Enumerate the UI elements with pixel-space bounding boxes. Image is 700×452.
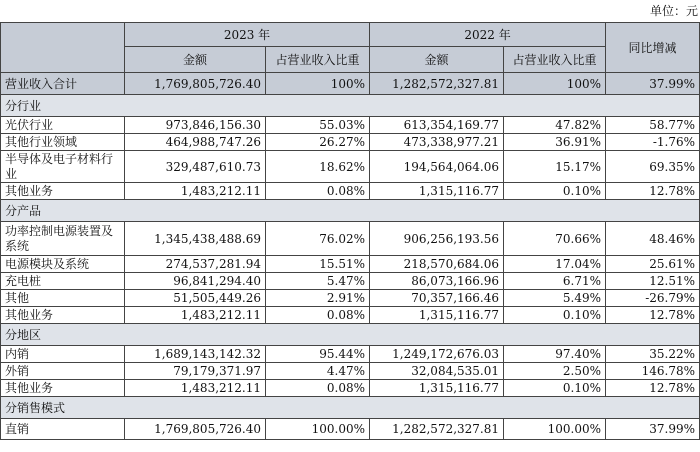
row-label: 外销 bbox=[1, 363, 125, 380]
cell-amt2022: 218,570,684.06 bbox=[370, 256, 504, 273]
row-label: 其他业务 bbox=[1, 307, 125, 324]
section-title: 分地区 bbox=[1, 324, 700, 346]
cell-yoy: 25.61% bbox=[606, 256, 700, 273]
row-label: 功率控制电源装置及系统 bbox=[1, 222, 125, 256]
cell-pct2023: 0.08% bbox=[266, 183, 370, 200]
table-row bbox=[1, 222, 700, 256]
cell-amt2022: 1,282,572,327.81 bbox=[370, 419, 504, 440]
cell-pct2022: 97.40% bbox=[504, 346, 606, 363]
cell-pct2023: 95.44% bbox=[266, 346, 370, 363]
cell-amt2023: 79,179,371.97 bbox=[125, 363, 266, 380]
cell-pct2022: 36.91% bbox=[504, 134, 606, 151]
table-row bbox=[1, 290, 700, 307]
header-yoy: 同比增减 bbox=[606, 23, 700, 73]
table-row bbox=[1, 117, 700, 134]
header-amount-2022: 金额 bbox=[370, 47, 504, 73]
cell-yoy: 48.46% bbox=[606, 222, 700, 256]
cell-yoy: 69.35% bbox=[606, 151, 700, 183]
row-label: 其他业务 bbox=[1, 183, 125, 200]
row-label: 光伏行业 bbox=[1, 117, 125, 134]
cell-yoy: 35.22% bbox=[606, 346, 700, 363]
cell-amt2023: 96,841,294.40 bbox=[125, 273, 266, 290]
cell-pct2022: 15.17% bbox=[504, 151, 606, 183]
section-title: 分销售模式 bbox=[1, 397, 700, 419]
cell-amt2022: 1,315,116.77 bbox=[370, 307, 504, 324]
table-row bbox=[1, 151, 700, 183]
table-row bbox=[1, 419, 700, 440]
header-label-cell bbox=[1, 23, 125, 73]
section-header-row bbox=[1, 324, 700, 346]
header-year-2023: 2023 年 bbox=[125, 23, 370, 47]
cell-pct2023: 0.08% bbox=[266, 380, 370, 397]
cell-amt2023: 973,846,156.30 bbox=[125, 117, 266, 134]
cell-pct2023: 76.02% bbox=[266, 222, 370, 256]
cell-amt2023: 1,483,212.11 bbox=[125, 307, 266, 324]
cell-amt2023: 1,483,212.11 bbox=[125, 380, 266, 397]
table-row bbox=[1, 363, 700, 380]
cell-pct2023: 55.03% bbox=[266, 117, 370, 134]
table-row bbox=[1, 380, 700, 397]
cell-yoy: 37.99% bbox=[606, 419, 700, 440]
cell-amt2022: 70,357,166.46 bbox=[370, 290, 504, 307]
cell-pct2022: 100.00% bbox=[504, 419, 606, 440]
cell-amt2022: 613,354,169.77 bbox=[370, 117, 504, 134]
unit-label: 单位：元 bbox=[649, 4, 698, 18]
cell-amt2023: 51,505,449.26 bbox=[125, 290, 266, 307]
cell-pct2022: 0.10% bbox=[504, 183, 606, 200]
cell-amt2023: 1,689,143,142.32 bbox=[125, 346, 266, 363]
revenue-table bbox=[0, 22, 700, 440]
cell-amt2022: 1,249,172,676.03 bbox=[370, 346, 504, 363]
cell-yoy: 12.78% bbox=[606, 307, 700, 324]
row-label: 充电桩 bbox=[1, 273, 125, 290]
cell-yoy: 12.78% bbox=[606, 183, 700, 200]
cell-yoy: -26.79% bbox=[606, 290, 700, 307]
cell-pct2022: 0.10% bbox=[504, 307, 606, 324]
cell-pct2022: 47.82% bbox=[504, 117, 606, 134]
cell-pct2023: 26.27% bbox=[266, 134, 370, 151]
row-label: 直销 bbox=[1, 419, 125, 440]
cell-pct2022: 5.49% bbox=[504, 290, 606, 307]
cell-amt2022: 906,256,193.56 bbox=[370, 222, 504, 256]
total-row bbox=[1, 73, 700, 95]
cell-pct2023: 5.47% bbox=[266, 273, 370, 290]
cell-amt2023: 329,487,610.73 bbox=[125, 151, 266, 183]
table-row bbox=[1, 307, 700, 324]
cell-amt2023: 464,988,747.26 bbox=[125, 134, 266, 151]
cell-amt2022: 86,073,166.96 bbox=[370, 273, 504, 290]
total-yoy: 37.99% bbox=[606, 73, 700, 95]
table-row bbox=[1, 273, 700, 290]
section-title: 分产品 bbox=[1, 200, 700, 222]
header-share-2022: 占营业收入比重 bbox=[504, 47, 606, 73]
cell-pct2023: 18.62% bbox=[266, 151, 370, 183]
cell-yoy: -1.76% bbox=[606, 134, 700, 151]
section-header-row bbox=[1, 397, 700, 419]
table-row bbox=[1, 346, 700, 363]
cell-amt2023: 1,345,438,488.69 bbox=[125, 222, 266, 256]
cell-pct2022: 17.04% bbox=[504, 256, 606, 273]
cell-pct2022: 6.71% bbox=[504, 273, 606, 290]
cell-pct2022: 70.66% bbox=[504, 222, 606, 256]
row-label: 电源模块及系统 bbox=[1, 256, 125, 273]
cell-pct2023: 2.91% bbox=[266, 290, 370, 307]
table-row bbox=[1, 256, 700, 273]
cell-amt2023: 1,769,805,726.40 bbox=[125, 419, 266, 440]
cell-pct2023: 4.47% bbox=[266, 363, 370, 380]
total-label: 营业收入合计 bbox=[1, 73, 125, 95]
cell-amt2023: 274,537,281.94 bbox=[125, 256, 266, 273]
section-title: 分行业 bbox=[1, 95, 700, 117]
cell-pct2023: 0.08% bbox=[266, 307, 370, 324]
section-header-row bbox=[1, 95, 700, 117]
row-label: 其他业务 bbox=[1, 380, 125, 397]
cell-amt2022: 32,084,535.01 bbox=[370, 363, 504, 380]
total-amount-2023: 1,769,805,726.40 bbox=[125, 73, 266, 95]
cell-pct2023: 100.00% bbox=[266, 419, 370, 440]
table-row bbox=[1, 134, 700, 151]
cell-yoy: 146.78% bbox=[606, 363, 700, 380]
header-share-2023: 占营业收入比重 bbox=[266, 47, 370, 73]
section-header-row bbox=[1, 200, 700, 222]
total-share-2023: 100% bbox=[266, 73, 370, 95]
cell-yoy: 12.78% bbox=[606, 380, 700, 397]
cell-amt2022: 194,564,064.06 bbox=[370, 151, 504, 183]
cell-yoy: 58.77% bbox=[606, 117, 700, 134]
row-label: 其他 bbox=[1, 290, 125, 307]
cell-pct2022: 0.10% bbox=[504, 380, 606, 397]
cell-amt2023: 1,483,212.11 bbox=[125, 183, 266, 200]
cell-amt2022: 473,338,977.21 bbox=[370, 134, 504, 151]
cell-pct2022: 2.50% bbox=[504, 363, 606, 380]
total-share-2022: 100% bbox=[504, 73, 606, 95]
cell-amt2022: 1,315,116.77 bbox=[370, 380, 504, 397]
cell-yoy: 12.51% bbox=[606, 273, 700, 290]
cell-amt2022: 1,315,116.77 bbox=[370, 183, 504, 200]
header-amount-2023: 金额 bbox=[125, 47, 266, 73]
header-year-2022: 2022 年 bbox=[370, 23, 606, 47]
row-label: 半导体及电子材料行业 bbox=[1, 151, 125, 183]
table-row bbox=[1, 183, 700, 200]
row-label: 其他行业领域 bbox=[1, 134, 125, 151]
total-amount-2022: 1,282,572,327.81 bbox=[370, 73, 504, 95]
row-label: 内销 bbox=[1, 346, 125, 363]
cell-pct2023: 15.51% bbox=[266, 256, 370, 273]
